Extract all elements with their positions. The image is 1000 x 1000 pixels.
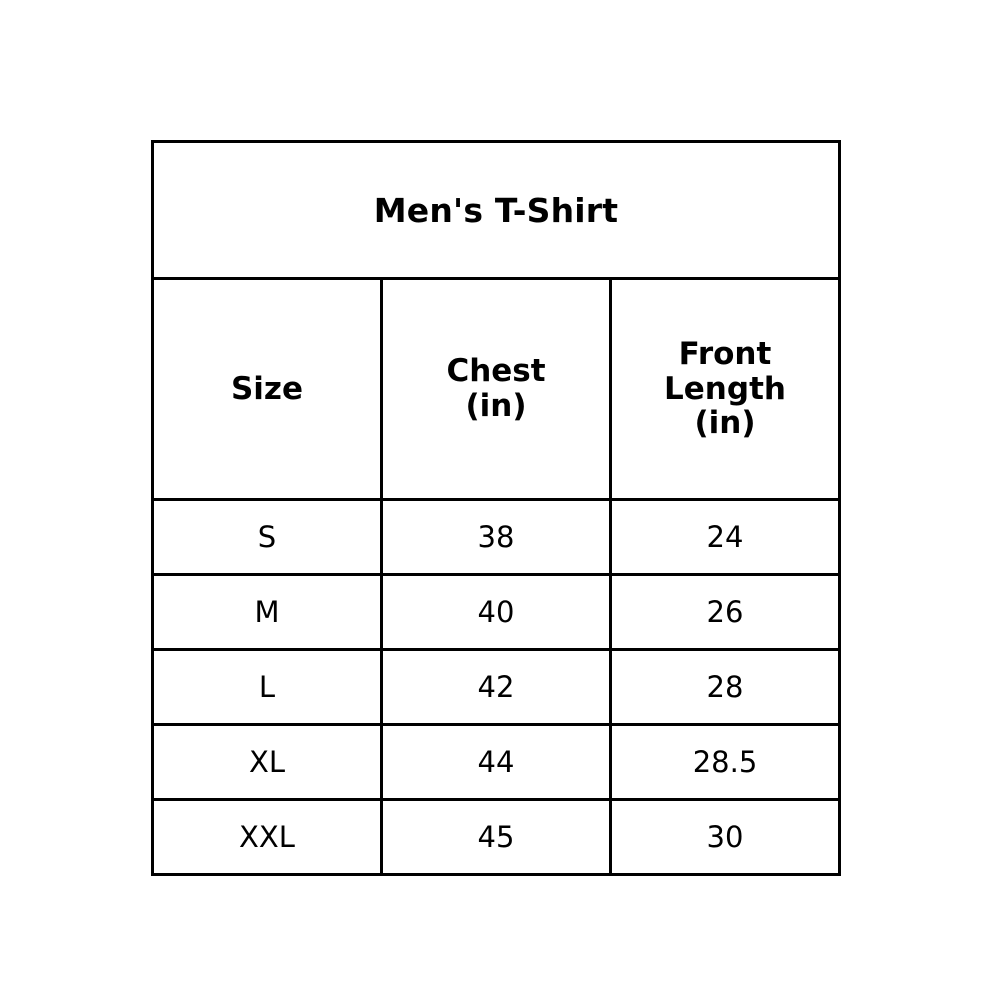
cell-chest: 45 bbox=[382, 800, 611, 875]
cell-chest: 38 bbox=[382, 500, 611, 575]
table-row bbox=[153, 575, 840, 650]
table-row bbox=[153, 650, 840, 725]
cell-front-length: 24 bbox=[611, 500, 840, 575]
cell-chest: 42 bbox=[382, 650, 611, 725]
size-chart-table bbox=[151, 140, 841, 876]
column-header-front-length bbox=[611, 279, 840, 500]
table-title: Men's T-Shirt bbox=[153, 142, 840, 279]
column-header-front-length-line-3: (in) bbox=[694, 405, 756, 442]
table-title-row bbox=[153, 142, 840, 279]
table-row bbox=[153, 725, 840, 800]
column-header-size-line-1: Size bbox=[230, 370, 304, 407]
cell-size: S bbox=[153, 500, 382, 575]
cell-size: XXL bbox=[153, 800, 382, 875]
table-header-row bbox=[153, 279, 840, 500]
column-header-size bbox=[153, 279, 382, 500]
column-header-front-length-line-2: Length bbox=[664, 370, 786, 407]
cell-chest: 40 bbox=[382, 575, 611, 650]
column-header-chest bbox=[382, 279, 611, 500]
cell-front-length: 28 bbox=[611, 650, 840, 725]
cell-size: M bbox=[153, 575, 382, 650]
column-header-front-length-line-1: Front bbox=[678, 335, 772, 372]
cell-size: L bbox=[153, 650, 382, 725]
cell-front-length: 30 bbox=[611, 800, 840, 875]
table-row bbox=[153, 500, 840, 575]
cell-front-length: 28.5 bbox=[611, 725, 840, 800]
cell-size: XL bbox=[153, 725, 382, 800]
column-header-chest-line-2: (in) bbox=[465, 388, 527, 424]
table-row bbox=[153, 800, 840, 875]
column-header-chest-line-1: Chest bbox=[446, 353, 546, 390]
cell-front-length: 26 bbox=[611, 575, 840, 650]
cell-chest: 44 bbox=[382, 725, 611, 800]
